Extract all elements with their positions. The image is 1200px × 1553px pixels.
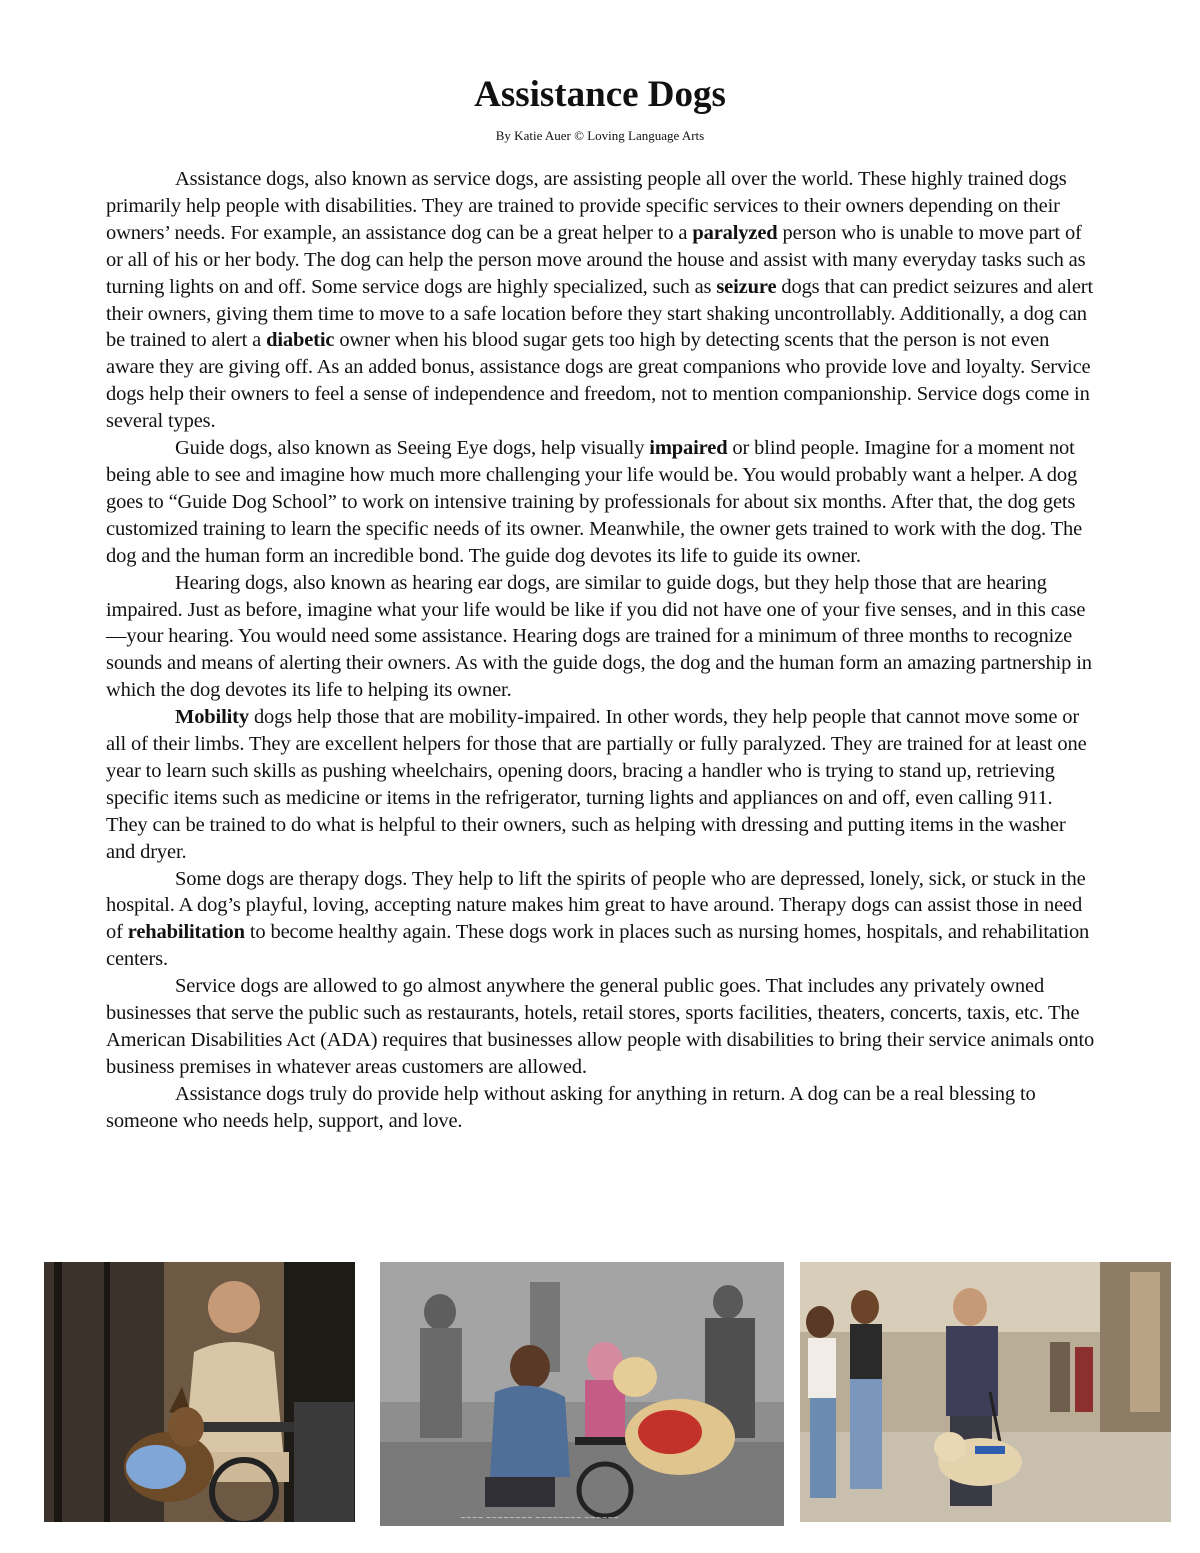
paragraph-text: Assistance dogs, also known as service dogs, are assisting people all over the world. These highly trained dogs primarily help people with disabilities. They are trained to provide specific services to their owners depending on their owners’ needs. For example, an assistance dog can be a great helper to a (106, 168, 1067, 244)
page-title: Assistance Dogs (474, 74, 726, 115)
photo-guide-dog-in-mall (800, 1262, 1171, 1522)
vocabulary-term: Mobility (175, 706, 249, 729)
paragraph-text: dogs that can predict seizures and alert their owners, giving them time to move to a safe location before they start shaking uncontrollably. Additionally, a dog can be trained to alert a (106, 275, 1094, 352)
paragraph-text: Hearing dogs, also known as hearing ear dogs, are similar to guide dogs, but they help those that are hearing impaired. Just as before, imagine what your life would be like if you did not have one of your five senses, and in this case—your hearing. You would need some assistance. Hearing dogs are trained for a minimum of three months to recognize sounds and means of alerting their owners. As with the guide dogs, the dog and the human form an amazing partnership in which the dog devotes its life to helping its owner. (106, 571, 1092, 702)
paragraph-text: dogs help those that are mobility-impaired. In other words, they help people that cannot move some or all of their limbs. They are excellent helpers for those that are partially or fully paralyzed. They are trained for at least one year to learn such skills as pushing wheelchairs, opening doors, bracing a handler who is trying to stand up, retrieving specific items such as medicine or items in the refrigerator, turning lights and appliances on and off, even calling 911. They can be trained to do what is helpful to their owners, such as helping with dressing and putting items in the washer and dryer. (106, 706, 1087, 863)
paragraph-text: Assistance dogs truly do provide help without asking for anything in return. A dog can be a real blessing to someone who needs help, support, and love. (106, 1082, 1036, 1132)
paragraph-text: owner when his blood sugar gets too high by detecting scents that the person is not even aware they are giving off. As an added bonus, assistance dogs are great companions who provide love and loyalty. Service dogs help their owners to feel a sense of independence and freedom, not to mention companionship. Service dogs come in several types. (106, 329, 1091, 433)
article-paragraph (106, 166, 1096, 435)
article-paragraph (106, 1081, 1096, 1135)
paragraph-text: person who is unable to move part of or all of his or her body. The dog can help the person move around the house and assist with many everyday tasks such as turning lights on and off. Some service dogs are highly specialized, such as (106, 221, 1086, 298)
vocabulary-term: paralyzed (692, 221, 778, 244)
photo-credit-mark: ~~~~ ~~~~~~~~ ~~~~~~~~ ~~~~~~ (460, 1514, 620, 1522)
paragraph-text: Some dogs are therapy dogs. They help to lift the spirits of people who are depressed, lonely, sick, or stuck in the hospital. A dog’s playful, loving, accepting nature makes him great to have around. Therapy dogs can assist those in need of (106, 867, 1086, 944)
paragraph-text: Service dogs are allowed to go almost anywhere the general public goes. That includes any privately owned businesses that serve the public such as restaurants, hotels, retail stores, sports facilities, theaters, concerts, taxis, etc. The American Disabilities Act (ADA) requires that businesses allow people with disabilities to bring their service animals onto business premises in whatever areas customers are allowed. (106, 975, 1095, 1078)
vocabulary-term: rehabilitation (127, 921, 245, 944)
paragraph-text: to become healthy again. These dogs work in places such as nursing homes, hospitals, and rehabilitation centers. (106, 921, 1090, 971)
vocabulary-term: seizure (716, 275, 777, 298)
article-paragraph (106, 973, 1096, 1081)
vocabulary-term: diabetic (266, 329, 335, 352)
vocabulary-term: impaired (649, 437, 728, 460)
article-paragraph (106, 570, 1096, 705)
paragraph-text: Guide dogs, also known as Seeing Eye dogs, help visually (175, 437, 650, 460)
paragraph-text: or blind people. Imagine for a moment not being able to see and imagine how much more challenging your life would be. You would probably want a helper. A dog goes to “Guide Dog School” to work on intensive training by professionals for about six months. After that, the dog gets customized training to learn the specific needs of its owner. Meanwhile, the owner gets trained to work with the dog. The dog and the human form an incredible bond. The guide dog devotes its life to guide its owner. (106, 437, 1083, 567)
byline: By Katie Auer © Loving Language Arts (495, 128, 705, 143)
article-paragraph (106, 704, 1096, 865)
photo-therapy-dog-with-child (380, 1262, 784, 1526)
article-paragraph (106, 866, 1096, 974)
article-body (106, 166, 1096, 1135)
article-paragraph (106, 435, 1096, 570)
photo-wheelchair-user-with-dog (44, 1262, 355, 1522)
